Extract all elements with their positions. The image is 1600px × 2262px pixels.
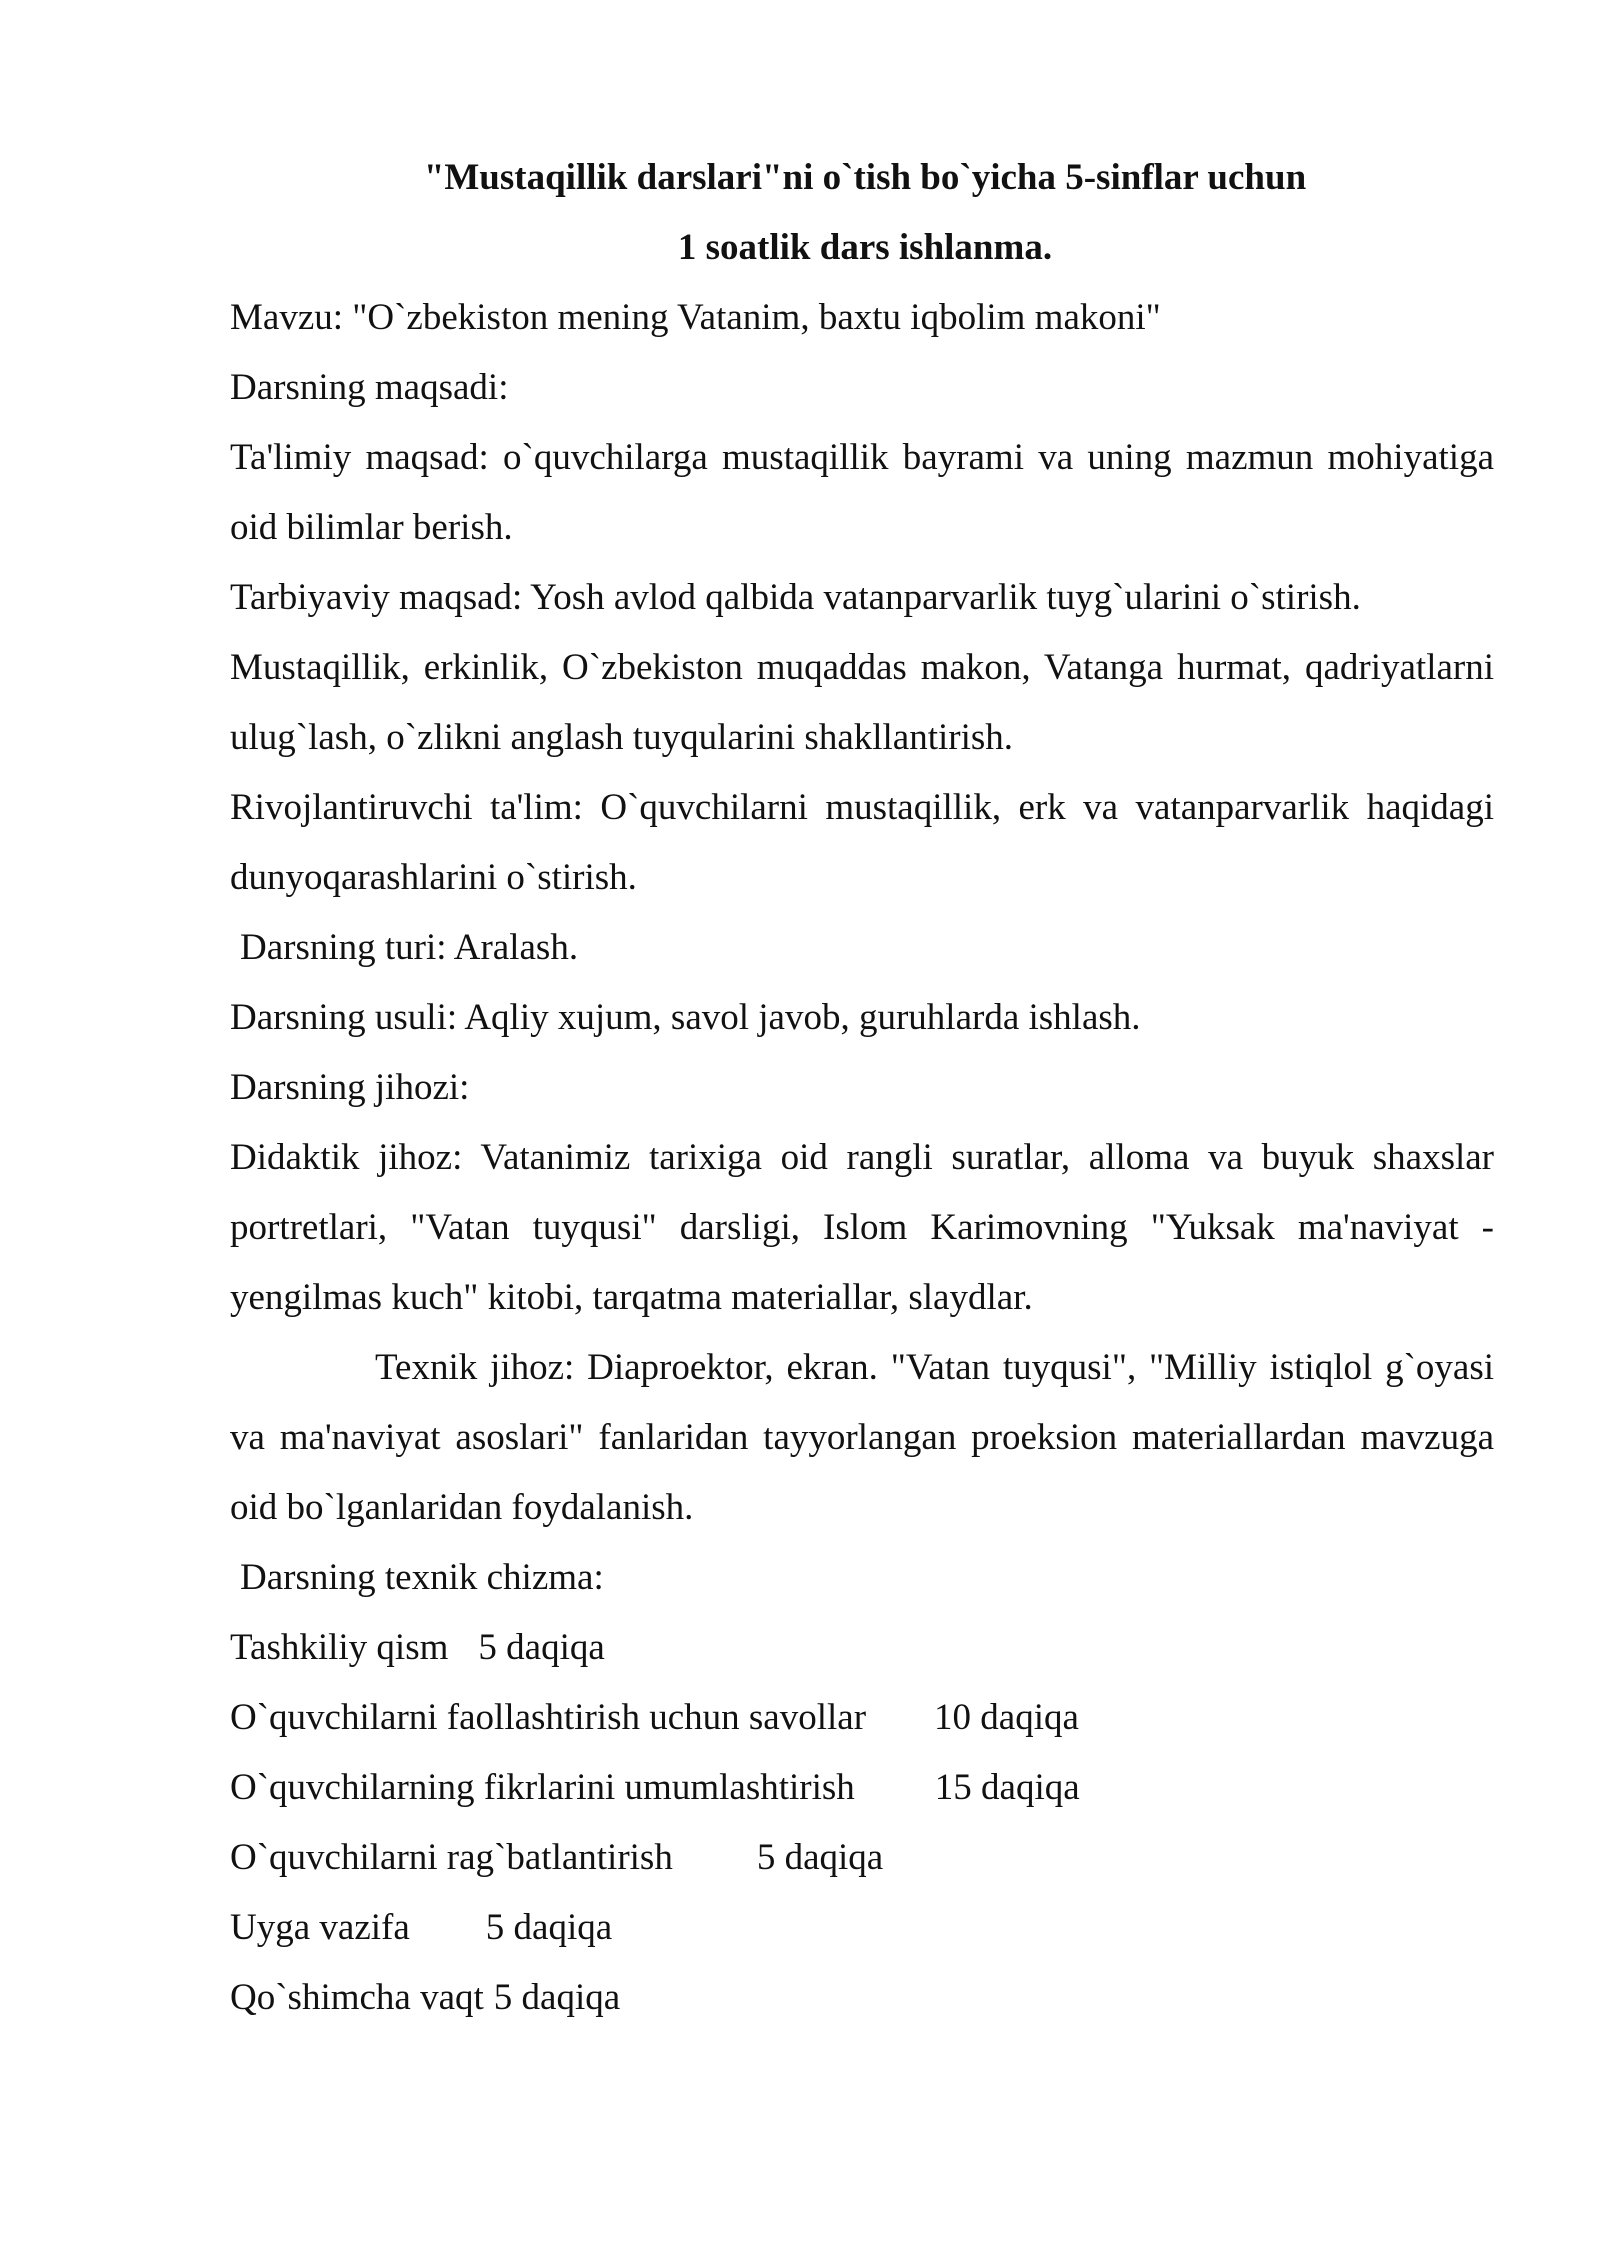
schedule-item: [230, 1963, 1494, 2033]
lesson-type: Darsning turi: Aralash.: [240, 927, 579, 968]
schedule-part: Uyga vazifa: [230, 1907, 410, 1948]
schedule-item: [230, 1683, 1494, 1753]
document-title-line-1: "Mustaqillik darslari"ni o`tish bo`yicha 5-sinflar uchun: [423, 157, 1307, 198]
developmental-goal: Rivojlantiruvchi ta'lim: O`quvchilarni mustaqillik, erk va vatanparvarlik haqidagi dunyoqarashlarini o`stirish.: [230, 787, 1494, 898]
schedule-part: O`quvchilarni faollashtirish uchun savollar: [230, 1697, 867, 1738]
technical-equipment: Texnik jihoz: Diaproektor, ekran. "Vatan tuyqusi", "Milliy istiqlol g`oyasi va ma'naviyat asoslari" fanlaridan tayyorlangan proeksion materiallardan mavzuga oid bo`lganlaridan foydalanish.: [230, 1347, 1494, 1528]
schedule-part: Qo`shimcha vaqt: [230, 1977, 484, 2018]
goal-heading: Darsning maqsadi:: [230, 367, 509, 408]
schedule-time: 10 daqiqa: [934, 1697, 1079, 1738]
schedule-item: [230, 1893, 1494, 1963]
equipment-heading: Darsning jihozi:: [230, 1067, 470, 1108]
lesson-method: Darsning usuli: Aqliy xujum, savol javob, guruhlarda ishlash.: [230, 997, 1141, 1038]
schedule-part: O`quvchilarni rag`batlantirish: [230, 1837, 673, 1878]
lesson-topic: Mavzu: "O`zbekiston mening Vatanim, baxtu iqbolim makoni": [230, 297, 1161, 338]
schedule-item: [230, 1753, 1494, 1823]
educational-goal: Ta'limiy maqsad: o`quvchilarga mustaqillik bayrami va uning mazmun mohiyatiga oid bilimlar berish.: [230, 437, 1494, 548]
schedule-time: 5 daqiqa: [493, 1977, 621, 2018]
schedule-part: Tashkiliy qism: [230, 1627, 449, 1668]
schedule-time: 5 daqiqa: [478, 1627, 605, 1668]
schedule-time: 5 daqiqa: [485, 1907, 613, 1948]
document-title-line-2: 1 soatlik dars ishlanma.: [677, 227, 1053, 268]
schedule-time: 5 daqiqa: [756, 1837, 884, 1878]
document-body: [230, 283, 1494, 2033]
upbringing-goal-line: Tarbiyaviy maqsad: Yosh avlod qalbida vatanparvarlik tuyg`ularini o`stirish.: [230, 577, 1361, 618]
schedule-item: [230, 1823, 1494, 1893]
schedule-part: O`quvchilarning fikrlarini umumlashtirish: [230, 1767, 855, 1808]
schedule-time: 15 daqiqa: [934, 1767, 1080, 1808]
schedule-item: [230, 1613, 1494, 1683]
schedule-list: [230, 1613, 1494, 2033]
didactic-equipment: Didaktik jihoz: Vatanimiz tarixiga oid rangli suratlar, alloma va buyuk shaxslar portretlari, "Vatan tuyqusi" darsligi, Islom Karimovning "Yuksak ma'naviyat - yengilmas kuch" kitobi, tarqatma materiallar, slaydlar.: [230, 1137, 1494, 1318]
upbringing-goal-details: Mustaqillik, erkinlik, O`zbekiston muqaddas makon, Vatanga hurmat, qadriyatlarni ulug`lash, o`zlikni anglash tuyqularini shakllantirish.: [230, 647, 1494, 758]
chart-heading: Darsning texnik chizma:: [240, 1557, 604, 1598]
